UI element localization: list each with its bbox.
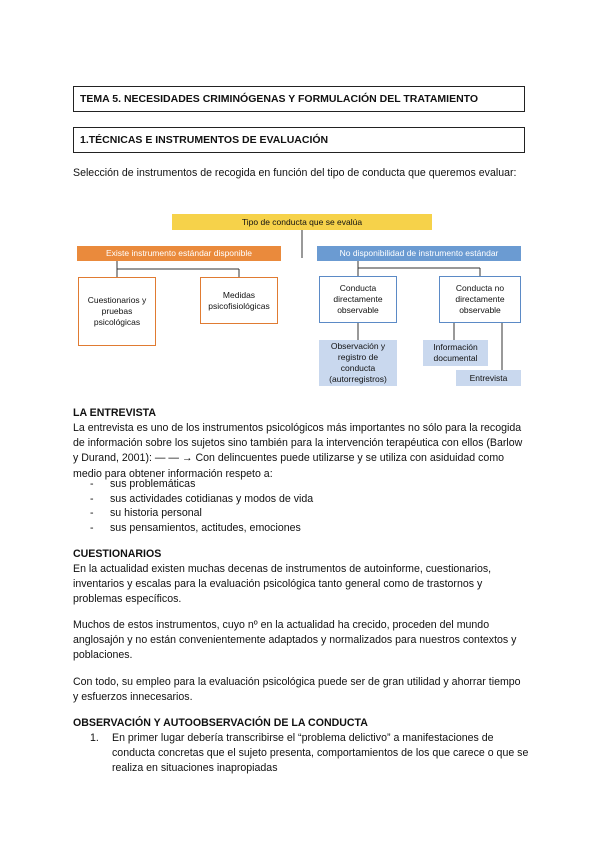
diagram-informacion: Información documental bbox=[423, 340, 488, 366]
entrevista-paragraph: La entrevista es uno de los instrumentos psicológicos más importantes no sólo para la recogida de información sobre los sujetos sino también para la intervención terapéutica con ellos (Barlow y Durand, 2001): — — → Con delincuentes puede utilizarse y se utiliza con asiduidad como medio para obtener información respeto a: bbox=[73, 422, 523, 480]
observacion-heading: OBSERVACIÓN Y AUTOOBSERVACIÓN DE LA CONDUCTA bbox=[73, 717, 368, 729]
list-item: - sus actividades cotidianas y modos de vida bbox=[90, 492, 313, 507]
list-item-number: 1. bbox=[90, 732, 99, 744]
cuestionarios-p3: Con todo, su empleo para la evaluación psicológica puede ser de gran utilidad y ahorrar tiempo y esfuerzos innecesarios. bbox=[73, 676, 521, 704]
list-item: - sus pensamientos, actitudes, emociones bbox=[90, 521, 313, 536]
cuestionarios-heading: CUESTIONARIOS bbox=[73, 548, 162, 560]
diagram-cuestionarios: Cuestionarios y pruebas psicológicas bbox=[78, 277, 156, 346]
tema-title: TEMA 5. NECESIDADES CRIMINÓGENAS Y FORMULACIÓN DEL TRATAMIENTO bbox=[80, 93, 479, 105]
section-title: 1.TÉCNICAS E INSTRUMENTOS DE EVALUACIÓN bbox=[80, 134, 329, 146]
diagram-right-branch: No disponibilidad de instrumento estándar bbox=[317, 246, 521, 261]
diagram-medidas: Medidas psicofisiológicas bbox=[200, 277, 278, 324]
cuestionarios-p2: Muchos de estos instrumentos, cuyo nº en la actualidad ha crecido, proceden del mundo anglosajón y no están convenientemente adaptados y normalizados para nuestros contextos y poblaciones. bbox=[73, 619, 517, 662]
intro-paragraph: Selección de instrumentos de recogida en función del tipo de conducta que queremos evaluar: bbox=[73, 167, 517, 179]
diagram-root-box: Tipo de conducta que se evalúa bbox=[172, 214, 432, 230]
diagram-observacion: Observación y registro de conducta (autorregistros) bbox=[319, 340, 397, 386]
list-item: - sus problemáticas bbox=[90, 477, 313, 492]
list-item bbox=[90, 731, 530, 775]
section-title-box bbox=[73, 127, 525, 153]
list-item-text: En primer lugar debería transcribirse el “problema delictivo” a manifestaciones de conducta concretas que el sujeto presenta, comportamientos de los que carece o que se realiza en situaciones inapropiadas bbox=[112, 732, 529, 774]
diagram-left-branch: Existe instrumento estándar disponible bbox=[77, 246, 281, 261]
tema-title-box bbox=[73, 86, 525, 112]
entrevista-list bbox=[90, 477, 313, 535]
diagram-conducta-observable: Conducta directamente observable bbox=[319, 276, 397, 323]
diagram-entrevista: Entrevista bbox=[456, 370, 521, 386]
entrevista-heading: LA ENTREVISTA bbox=[73, 407, 156, 419]
list-item: - su historia personal bbox=[90, 506, 313, 521]
cuestionarios-p1: En la actualidad existen muchas decenas de instrumentos de autoinforme, cuestionarios, inventarios y escalas para la evaluación psicológica tanto general como de trastornos y problemas específicos. bbox=[73, 563, 492, 606]
diagram-conducta-no-observable: Conducta no directamente observable bbox=[439, 276, 521, 323]
observacion-list bbox=[90, 731, 530, 775]
